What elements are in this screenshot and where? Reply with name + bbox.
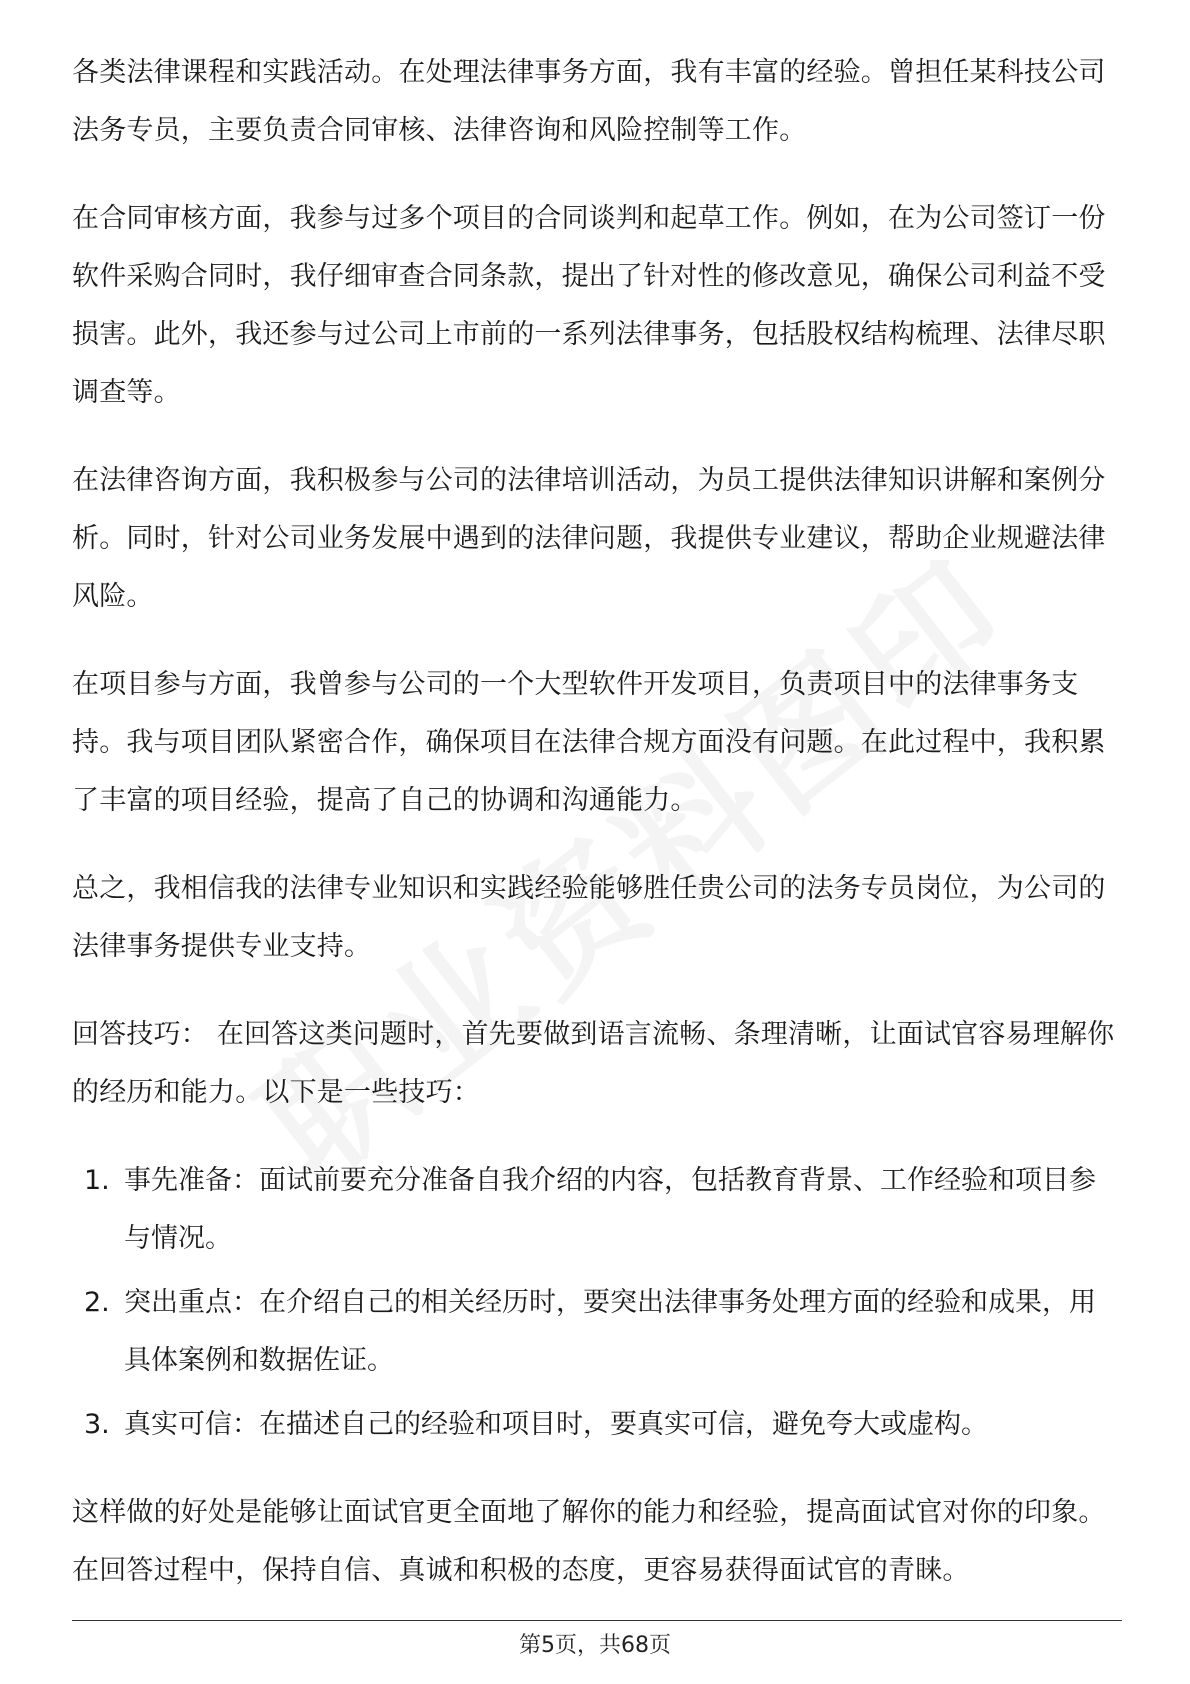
list-text: 真实可信：在描述自己的经验和项目时，要真实可信，避免夸大或虚构。: [124, 1409, 988, 1440]
footer-divider: [72, 1620, 1122, 1621]
document-body: [72, 44, 1122, 1630]
list-number: 1.: [84, 1165, 110, 1196]
list-item: [72, 1274, 1122, 1390]
list-text: 突出重点：在介绍自己的相关经历时，要突出法律事务处理方面的经验和成果，用具体案例和数据佐证。: [124, 1287, 1096, 1376]
paragraph-1: 各类法律课程和实践活动。在处理法律事务方面，我有丰富的经验。曾担任某科技公司法务专员，主要负责合同审核、法律咨询和风险控制等工作。: [72, 57, 1106, 146]
closing-paragraph: 这样做的好处是能够让面试官更全面地了解你的能力和经验，提高面试官对你的印象。在回答过程中，保持自信、真诚和积极的态度，更容易获得面试官的青睐。: [72, 1497, 1106, 1586]
tips-list: [72, 1152, 1122, 1454]
list-number: 3.: [84, 1409, 110, 1440]
paragraph-3: 在法律咨询方面，我积极参与公司的法律培训活动，为员工提供法律知识讲解和案例分析。同时，针对公司业务发展中遇到的法律问题，我提供专业建议，帮助企业规避法律风险。: [72, 465, 1106, 612]
page-number: 第5页，共68页: [519, 1633, 671, 1658]
paragraph-5: 总之，我相信我的法律专业知识和实践经验能够胜任贵公司的法务专员岗位，为公司的法律事务提供专业支持。: [72, 873, 1106, 962]
paragraph-2: 在合同审核方面，我参与过多个项目的合同谈判和起草工作。例如，在为公司签订一份软件采购合同时，我仔细审查合同条款，提出了针对性的修改意见，确保公司利益不受损害。此外，我还参与过公司上市前的一系列法律事务，包括股权结构梳理、法律尽职调查等。: [72, 203, 1106, 408]
list-item: [72, 1396, 1122, 1454]
list-item: [72, 1152, 1122, 1268]
list-text: 事先准备：面试前要充分准备自我介绍的内容，包括教育背景、工作经验和项目参与情况。: [124, 1165, 1096, 1254]
paragraph-4: 在项目参与方面，我曾参与公司的一个大型软件开发项目，负责项目中的法律事务支持。我与项目团队紧密合作，确保项目在法律合规方面没有问题。在此过程中，我积累了丰富的项目经验，提高了自己的协调和沟通能力。: [72, 669, 1106, 816]
paragraph-tips-intro: 回答技巧： 在回答这类问题时，首先要做到语言流畅、条理清晰，让面试官容易理解你的经历和能力。以下是一些技巧：: [72, 1019, 1115, 1108]
list-number: 2.: [84, 1287, 110, 1318]
